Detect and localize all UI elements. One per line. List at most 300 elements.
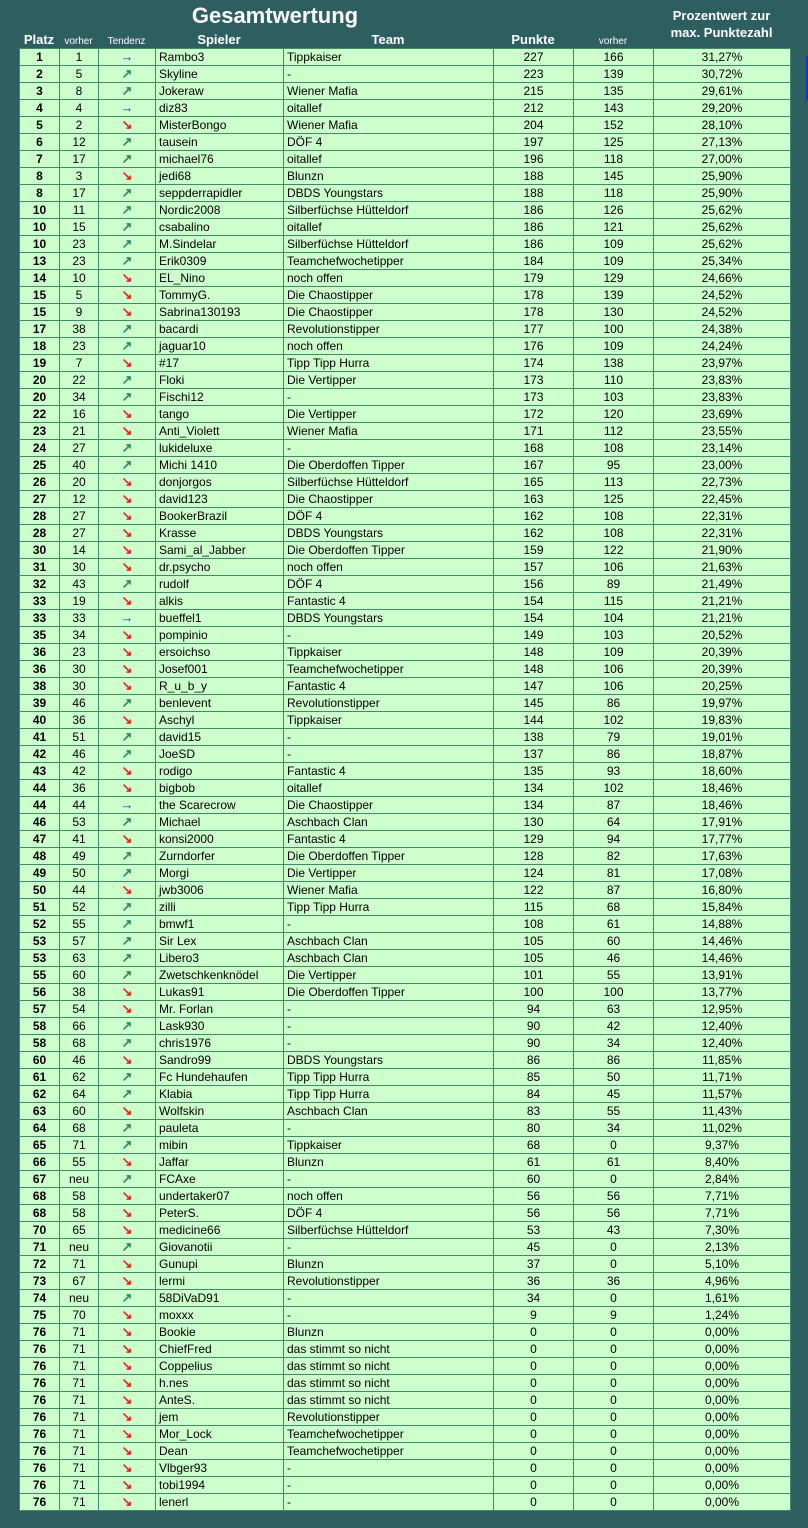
vorher-punkte-cell: 63 [574,1001,654,1018]
arrow-down-right-icon: ↘ [121,780,133,795]
table-row [20,423,791,440]
vorher-cell: 5 [60,66,99,83]
punkte-cell: 138 [494,729,574,746]
tendenz-cell [99,1103,156,1120]
vorher-cell: neu [60,1171,99,1188]
prozent-cell: 20,25% [654,678,791,695]
prozent-cell: 20,52% [654,627,791,644]
team-cell: - [284,627,494,644]
spieler-cell: chris1976 [156,1035,284,1052]
team-cell: Aschbach Clan [284,1103,494,1120]
vorher-punkte-cell: 110 [574,372,654,389]
table-row [20,304,791,321]
prozent-cell: 11,43% [654,1103,791,1120]
platz-cell: 50 [20,882,60,899]
tendenz-cell [99,1460,156,1477]
spieler-cell: Nordic2008 [156,202,284,219]
vorher-punkte-cell: 61 [574,916,654,933]
table-row [20,66,791,83]
tendenz-cell [99,1154,156,1171]
vorher-punkte-cell: 0 [574,1494,654,1511]
table-row [20,321,791,338]
platz-cell: 36 [20,661,60,678]
tendenz-cell [99,593,156,610]
spieler-cell: benlevent [156,695,284,712]
spieler-cell: undertaker07 [156,1188,284,1205]
platz-cell: 53 [20,950,60,967]
tendenz-cell [99,729,156,746]
table-row [20,1137,791,1154]
prozent-cell: 24,66% [654,270,791,287]
team-cell: Fantastic 4 [284,831,494,848]
prozent-cell: 25,34% [654,253,791,270]
punkte-cell: 215 [494,83,574,100]
vorher-punkte-cell: 100 [574,984,654,1001]
punkte-cell: 101 [494,967,574,984]
vorher-cell: 40 [60,457,99,474]
platz-cell: 76 [20,1375,60,1392]
tendenz-cell [99,1324,156,1341]
vorher-punkte-cell: 43 [574,1222,654,1239]
platz-cell: 17 [20,321,60,338]
table-row [20,117,791,134]
vorher-cell: 20 [60,474,99,491]
vorher-punkte-cell: 102 [574,780,654,797]
spieler-cell: Dean [156,1443,284,1460]
tendenz-cell [99,1494,156,1511]
vorher-punkte-cell: 42 [574,1018,654,1035]
table-row [20,899,791,916]
arrow-down-right-icon: ↘ [121,984,133,999]
tendenz-cell [99,1052,156,1069]
punkte-cell: 45 [494,1239,574,1256]
punkte-cell: 176 [494,338,574,355]
prozent-cell: 27,00% [654,151,791,168]
vorher-cell: 57 [60,933,99,950]
vorher-punkte-cell: 0 [574,1426,654,1443]
team-cell: DBDS Youngstars [284,610,494,627]
platz-cell: 53 [20,933,60,950]
team-cell: Revolutionstipper [284,321,494,338]
team-cell: oitallef [284,219,494,236]
prozent-cell: 19,97% [654,695,791,712]
spieler-cell: Libero3 [156,950,284,967]
arrow-up-right-icon: ↗ [121,967,133,982]
vorher-cell: 23 [60,253,99,270]
vorher-cell: 42 [60,763,99,780]
team-cell: Wiener Mafia [284,83,494,100]
table-row [20,1018,791,1035]
punkte-cell: 128 [494,848,574,865]
prozent-cell: 19,01% [654,729,791,746]
table-row [20,1239,791,1256]
punkte-cell: 173 [494,389,574,406]
punkte-cell: 122 [494,882,574,899]
prozent-cell: 25,62% [654,219,791,236]
arrow-down-right-icon: ↘ [121,1392,133,1407]
spieler-cell: Skyline [156,66,284,83]
vorher-punkte-cell: 118 [574,185,654,202]
platz-cell: 63 [20,1103,60,1120]
team-cell: Die Chaostipper [284,797,494,814]
team-cell: das stimmt so nicht [284,1392,494,1409]
punkte-cell: 188 [494,168,574,185]
arrow-up-right-icon: ↗ [121,1137,133,1152]
team-cell: Aschbach Clan [284,950,494,967]
vorher-punkte-cell: 118 [574,151,654,168]
table-row [20,151,791,168]
punkte-cell: 149 [494,627,574,644]
punkte-cell: 37 [494,1256,574,1273]
platz-cell: 76 [20,1460,60,1477]
tendenz-cell [99,950,156,967]
vorher-punkte-cell: 82 [574,848,654,865]
team-cell: oitallef [284,100,494,117]
platz-cell: 76 [20,1426,60,1443]
tendenz-cell [99,1409,156,1426]
arrow-up-right-icon: ↗ [121,899,133,914]
prozent-cell: 29,20% [654,100,791,117]
team-cell: Die Vertipper [284,967,494,984]
team-cell: Die Chaostipper [284,304,494,321]
table-row [20,678,791,695]
table-row [20,49,791,66]
prozent-cell: 23,14% [654,440,791,457]
prozent-cell: 11,57% [654,1086,791,1103]
arrow-up-right-icon: ↗ [121,933,133,948]
prozent-cell: 18,87% [654,746,791,763]
vorher-punkte-cell: 0 [574,1409,654,1426]
platz-cell: 19 [20,355,60,372]
prozent-cell: 19,83% [654,712,791,729]
prozent-cell: 23,00% [654,457,791,474]
prozent-cell: 14,46% [654,950,791,967]
tendenz-cell [99,83,156,100]
team-cell: Silberfüchse Hütteldorf [284,474,494,491]
vorher-cell: 60 [60,1103,99,1120]
punkte-cell: 94 [494,1001,574,1018]
platz-cell: 5 [20,117,60,134]
vorher-punkte-cell: 104 [574,610,654,627]
vorher-cell: 71 [60,1460,99,1477]
spieler-cell: Sir Lex [156,933,284,950]
arrow-down-right-icon: ↘ [121,882,133,897]
vorher-punkte-cell: 109 [574,338,654,355]
platz-cell: 20 [20,372,60,389]
punkte-cell: 86 [494,1052,574,1069]
arrow-down-right-icon: ↘ [121,508,133,523]
team-cell: DBDS Youngstars [284,185,494,202]
punkte-cell: 223 [494,66,574,83]
vorher-cell: neu [60,1290,99,1307]
table-row [20,1222,791,1239]
tendenz-cell [99,1018,156,1035]
punkte-cell: 36 [494,1273,574,1290]
arrow-up-right-icon: ↗ [121,865,133,880]
header-prozent [653,7,790,41]
prozent-cell: 18,46% [654,797,791,814]
vorher-cell: 17 [60,151,99,168]
spieler-cell: Lukas91 [156,984,284,1001]
platz-cell: 33 [20,593,60,610]
team-cell: - [284,1120,494,1137]
table-row [20,559,791,576]
vorher-cell: 27 [60,525,99,542]
table-row [20,1069,791,1086]
platz-cell: 38 [20,678,60,695]
vorher-cell: 55 [60,1154,99,1171]
punkte-cell: 124 [494,865,574,882]
arrow-down-right-icon: ↘ [121,1222,133,1237]
vorher-cell: 65 [60,1222,99,1239]
tendenz-cell [99,66,156,83]
vorher-punkte-cell: 106 [574,678,654,695]
arrow-down-right-icon: ↘ [121,355,133,370]
table-row [20,1392,791,1409]
vorher-cell: 33 [60,610,99,627]
table-row [20,1052,791,1069]
arrow-down-right-icon: ↘ [121,287,133,302]
table-row [20,474,791,491]
punkte-cell: 186 [494,202,574,219]
arrow-down-right-icon: ↘ [121,168,133,183]
tendenz-cell [99,1443,156,1460]
punkte-cell: 115 [494,899,574,916]
prozent-cell: 23,83% [654,372,791,389]
table-row [20,610,791,627]
tendenz-cell [99,1222,156,1239]
team-cell: Teamchefwochetipper [284,1426,494,1443]
arrow-down-right-icon: ↘ [121,593,133,608]
prozent-cell: 18,60% [654,763,791,780]
arrow-down-right-icon: ↘ [121,1273,133,1288]
punkte-cell: 178 [494,304,574,321]
arrow-up-right-icon: ↗ [121,1086,133,1101]
vorher-cell: 71 [60,1324,99,1341]
arrow-down-right-icon: ↘ [121,406,133,421]
team-cell: oitallef [284,780,494,797]
team-cell: Tippkaiser [284,712,494,729]
tendenz-cell [99,644,156,661]
vorher-punkte-cell: 106 [574,661,654,678]
tendenz-cell [99,1375,156,1392]
vorher-punkte-cell: 125 [574,491,654,508]
vorher-punkte-cell: 45 [574,1086,654,1103]
punkte-cell: 135 [494,763,574,780]
platz-cell: 58 [20,1018,60,1035]
vorher-punkte-cell: 94 [574,831,654,848]
table-row [20,797,791,814]
tendenz-cell [99,253,156,270]
vorher-cell: 12 [60,134,99,151]
spieler-cell: lermi [156,1273,284,1290]
team-cell: DÖF 4 [284,576,494,593]
platz-cell: 33 [20,610,60,627]
punkte-cell: 0 [494,1443,574,1460]
prozent-cell: 21,21% [654,610,791,627]
arrow-down-right-icon: ↘ [121,1426,133,1441]
vorher-cell: 68 [60,1120,99,1137]
vorher-punkte-cell: 0 [574,1341,654,1358]
punkte-cell: 0 [494,1477,574,1494]
vorher-cell: 71 [60,1477,99,1494]
tendenz-cell [99,491,156,508]
punkte-cell: 90 [494,1018,574,1035]
tendenz-cell [99,117,156,134]
spieler-cell: PeterS. [156,1205,284,1222]
vorher-punkte-cell: 87 [574,797,654,814]
vorher-punkte-cell: 109 [574,236,654,253]
arrow-down-right-icon: ↘ [121,627,133,642]
vorher-cell: 67 [60,1273,99,1290]
punkte-cell: 68 [494,1137,574,1154]
platz-cell: 35 [20,627,60,644]
prozent-cell: 16,80% [654,882,791,899]
prozent-cell: 18,46% [654,780,791,797]
vorher-cell: 30 [60,678,99,695]
platz-cell: 18 [20,338,60,355]
platz-cell: 28 [20,525,60,542]
table-row [20,168,791,185]
spieler-cell: Fischi12 [156,389,284,406]
table-row [20,814,791,831]
vorher-cell: 49 [60,848,99,865]
tendenz-cell [99,168,156,185]
vorher-cell: 3 [60,168,99,185]
spieler-cell: david123 [156,491,284,508]
prozent-cell: 23,97% [654,355,791,372]
spieler-cell: michael76 [156,151,284,168]
vorher-punkte-cell: 130 [574,304,654,321]
spieler-cell: Giovanotii [156,1239,284,1256]
prozent-cell: 8,40% [654,1154,791,1171]
team-cell: Blunzn [284,168,494,185]
tendenz-cell [99,423,156,440]
arrow-down-right-icon: ↘ [121,763,133,778]
arrow-down-right-icon: ↘ [121,678,133,693]
punkte-cell: 0 [494,1426,574,1443]
vorher-cell: 71 [60,1409,99,1426]
vorher-punkte-cell: 126 [574,202,654,219]
spieler-cell: Rambo3 [156,49,284,66]
team-cell: oitallef [284,151,494,168]
spieler-cell: moxxx [156,1307,284,1324]
vorher-cell: 30 [60,559,99,576]
vorher-punkte-cell: 55 [574,1103,654,1120]
table-row [20,746,791,763]
vorher-cell: 27 [60,440,99,457]
page-title: Gesamtwertung [191,3,359,28]
platz-cell: 44 [20,797,60,814]
platz-cell: 39 [20,695,60,712]
vorher-cell: 27 [60,508,99,525]
spieler-cell: h.nes [156,1375,284,1392]
table-row [20,253,791,270]
header-platz: Platz [23,32,55,47]
platz-cell: 64 [20,1120,60,1137]
vorher-punkte-cell: 56 [574,1188,654,1205]
table-row [20,1256,791,1273]
platz-cell: 36 [20,644,60,661]
platz-cell: 62 [20,1086,60,1103]
vorher-punkte-cell: 0 [574,1358,654,1375]
vorher-cell: 17 [60,185,99,202]
prozent-cell: 0,00% [654,1443,791,1460]
tendenz-cell [99,270,156,287]
vorher-punkte-cell: 143 [574,100,654,117]
vorher-punkte-cell: 95 [574,457,654,474]
prozent-cell: 30,72% [654,66,791,83]
prozent-cell: 17,91% [654,814,791,831]
spieler-cell: Sabrina130193 [156,304,284,321]
vorher-punkte-cell: 129 [574,270,654,287]
spieler-cell: Sandro99 [156,1052,284,1069]
arrow-down-right-icon: ↘ [121,1443,133,1458]
vorher-punkte-cell: 100 [574,321,654,338]
table-row [20,712,791,729]
team-cell: - [284,1018,494,1035]
tendenz-cell [99,304,156,321]
prozent-cell: 0,00% [654,1358,791,1375]
prozent-cell: 12,40% [654,1018,791,1035]
tendenz-cell [99,576,156,593]
header-vorher-punkte: vorher [598,36,628,47]
vorher-punkte-cell: 0 [574,1392,654,1409]
table-row [20,100,791,117]
spieler-cell: FCAxe [156,1171,284,1188]
tendenz-cell [99,916,156,933]
platz-cell: 20 [20,389,60,406]
vorher-punkte-cell: 60 [574,933,654,950]
vorher-cell: 34 [60,627,99,644]
vorher-cell: 68 [60,1035,99,1052]
punkte-cell: 162 [494,508,574,525]
arrow-down-right-icon: ↘ [121,1001,133,1016]
header-vorher: vorher [64,36,93,47]
prozent-cell: 0,00% [654,1460,791,1477]
punkte-cell: 159 [494,542,574,559]
spieler-cell: Gunupi [156,1256,284,1273]
arrow-up-right-icon: ↗ [121,389,133,404]
team-cell: Wiener Mafia [284,423,494,440]
spieler-cell: Morgi [156,865,284,882]
spieler-cell: EL_Nino [156,270,284,287]
vorher-cell: 7 [60,355,99,372]
team-cell: - [284,1035,494,1052]
team-cell: Blunzn [284,1324,494,1341]
arrow-down-right-icon: ↘ [121,661,133,676]
vorher-punkte-cell: 0 [574,1239,654,1256]
punkte-cell: 227 [494,49,574,66]
vorher-cell: 44 [60,882,99,899]
table-row [20,389,791,406]
vorher-punkte-cell: 121 [574,219,654,236]
vorher-punkte-cell: 113 [574,474,654,491]
vorher-cell: neu [60,1239,99,1256]
punkte-cell: 0 [494,1409,574,1426]
team-cell: Fantastic 4 [284,678,494,695]
spieler-cell: M.Sindelar [156,236,284,253]
spieler-cell: jaguar10 [156,338,284,355]
platz-cell: 30 [20,542,60,559]
header-team: Team [371,32,405,47]
table-row [20,270,791,287]
team-cell: Die Oberdoffen Tipper [284,984,494,1001]
prozent-cell: 23,83% [654,389,791,406]
table-row [20,1460,791,1477]
prozent-cell: 5,10% [654,1256,791,1273]
team-cell: Blunzn [284,1154,494,1171]
